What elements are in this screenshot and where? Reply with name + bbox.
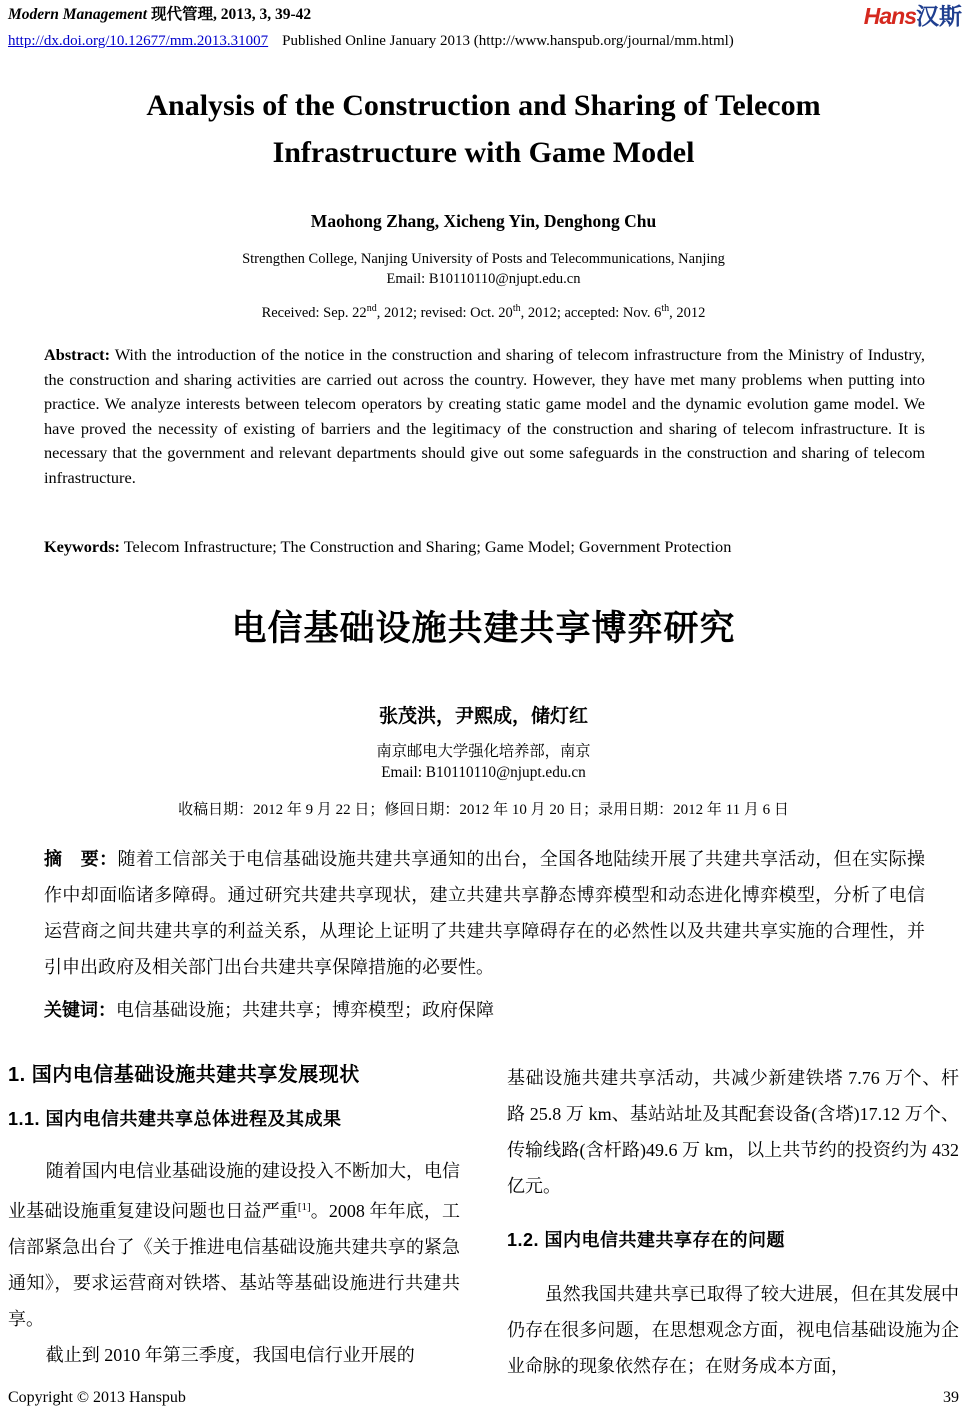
ordinal-superscript: th [661, 303, 670, 314]
abstract-label-en: Abstract: [44, 345, 111, 364]
email-en: Email: B10110110@njupt.edu.cn [386, 271, 581, 287]
body-paragraph-3: 基础设施共建共享活动，共减少新建铁塔 7.76 万个、杆路 25.8 万 km、基站站址及其配套设备(含塔)17.12 万个、传输线路(含杆路)49.6 万 km，以上共节约的投资约为 432 亿元。 [507, 1068, 959, 1196]
affiliation-en [0, 249, 967, 289]
paper-title-en-line1: Analysis of the Construction and Sharing of Telecom [146, 89, 821, 122]
journal-citation [8, 4, 311, 26]
abstract-text-cn: 随着工信部关于电信基础设施共建共享通知的出台，全国各地陆续开展了共建共享活动，但在实际操作中却面临诸多障碍。通过研究共建共享现状，建立共建共享静态博弈模型和动态进化博弈模型，分析了电信运营商之间共建共享的利益关系，从理论上证明了共建共享障碍存在的必然性以及共建共享实施的合理性，并引申出政府及相关部门出台共建共享保障措施的必要性。 [44, 849, 926, 977]
keywords-text-en: Telecom Infrastructure; The Construction and Sharing; Game Model; Government Protection [119, 537, 732, 556]
keywords-en [44, 537, 925, 557]
affiliation-cn [0, 741, 967, 783]
published-online-text: Published Online January 2013 (http://www.hanspub.org/journal/mm.html) [282, 33, 734, 49]
body-paragraph-1 [8, 1153, 460, 1337]
journal-title-cn: 现代管理, 2013, 3, 39-42 [147, 6, 312, 23]
affiliation-cn-line: 南京邮电大学强化培养部，南京 [376, 743, 591, 760]
page-number: 39 [943, 1389, 959, 1406]
section-heading-1-1: 1.1. 国内电信共建共享总体进程及其成果 [8, 1109, 342, 1129]
right-column [507, 1060, 959, 1384]
section-heading-1: 1. 国内电信基础设施共建共享发展现状 [8, 1064, 360, 1086]
keywords-text-cn: 电信基础设施；共建共享；博弈模型；政府保障 [116, 1000, 494, 1020]
ordinal-superscript: th [512, 303, 521, 314]
paragraph-1-text-b: 。2008 年年底，工信部紧急出台了《关于推进电信基础设施共建共享的紧急通知》，要求运营商对铁塔、基站等基础设施进行共建共享。 [8, 1201, 461, 1329]
paper-title-en-line2: Infrastructure with Game Model [272, 136, 695, 169]
abstract-en [44, 343, 925, 491]
email-cn: Email: B10110110@njupt.edu.cn [381, 764, 586, 781]
authors-en: Maohong Zhang, Xicheng Yin, Denghong Chu [310, 211, 657, 231]
section-heading-1-2: 1.2. 国内电信共建共享存在的问题 [507, 1230, 786, 1250]
keywords-label-en: Keywords: [44, 537, 120, 556]
authors-cn: 张茂洪，尹熙成，储灯红 [378, 706, 588, 727]
page-header [8, 4, 962, 50]
journal-title-en: Modern Management [8, 6, 148, 23]
received-part: , 2012; revised: Oct. 20 [376, 304, 513, 321]
keywords-label-cn: 关键词： [44, 1000, 116, 1020]
received-part: , 2012; accepted: Nov. 6 [520, 304, 662, 321]
logo-hans-text: Hans [863, 3, 916, 29]
logo-hans-cn-text: 汉斯 [916, 3, 962, 29]
body-paragraph-4: 虽然我国共建共享已取得了较大进展，但在其发展中仍存在很多问题，在思想观念方面，视电信基础设施为企业命脉的现象依然存在；在财务成本方面， [507, 1284, 959, 1376]
keywords-cn [44, 996, 925, 1022]
body-paragraph-2: 截止到 2010 年第三季度，我国电信行业开展的 [45, 1345, 415, 1365]
paper-title-cn: 电信基础设施共建共享博弈研究 [231, 609, 736, 648]
received-dates-cn: 收稿日期：2012 年 9 月 22 日；修回日期：2012 年 10 月 20 日；录用日期：2012 年 11 月 6 日 [178, 802, 789, 818]
abstract-text-en: With the introduction of the notice in the construction and sharing of telecom infrastructure from the Ministry of Industry, the construction and sharing activities are carried out across the country. However, they have met many problems when putting into practice. We analyze interests between telecom operators by creating static game model and the dynamic evolution game model. We have proved the necessity of existing of barriers and the legitimacy of the construction and sharing of telecom infrastructure. It is necessary that the government and relevant departments should give out some safeguards in the construction and sharing of telecom infrastructure. [44, 345, 925, 487]
received-dates-en [0, 303, 967, 322]
ordinal-superscript: nd [366, 303, 377, 314]
doi-link[interactable]: http://dx.doi.org/10.12677/mm.2013.31007 [8, 33, 269, 49]
citation-ref-1: [1] [297, 1201, 311, 1213]
affiliation-en-line: Strengthen College, Nanjing University of Posts and Telecommunications, Nanjing [242, 251, 725, 267]
paper-title-en [0, 82, 967, 176]
received-part: Received: Sep. 22 [261, 304, 367, 321]
received-part: , 2012 [669, 304, 706, 321]
abstract-cn [44, 841, 925, 985]
paragraph-1-text-a: 随着国内电信业基础设施的建设投入不断加大，电信业基础设施重复建设问题也日益严重 [8, 1161, 460, 1221]
hanspub-logo [864, 4, 962, 29]
page-footer [8, 1389, 959, 1407]
abstract-label-cn: 摘 要： [44, 849, 118, 869]
copyright-text: Copyright © 2013 Hanspub [8, 1389, 186, 1406]
left-column [8, 1058, 460, 1373]
doi-line [8, 33, 962, 50]
